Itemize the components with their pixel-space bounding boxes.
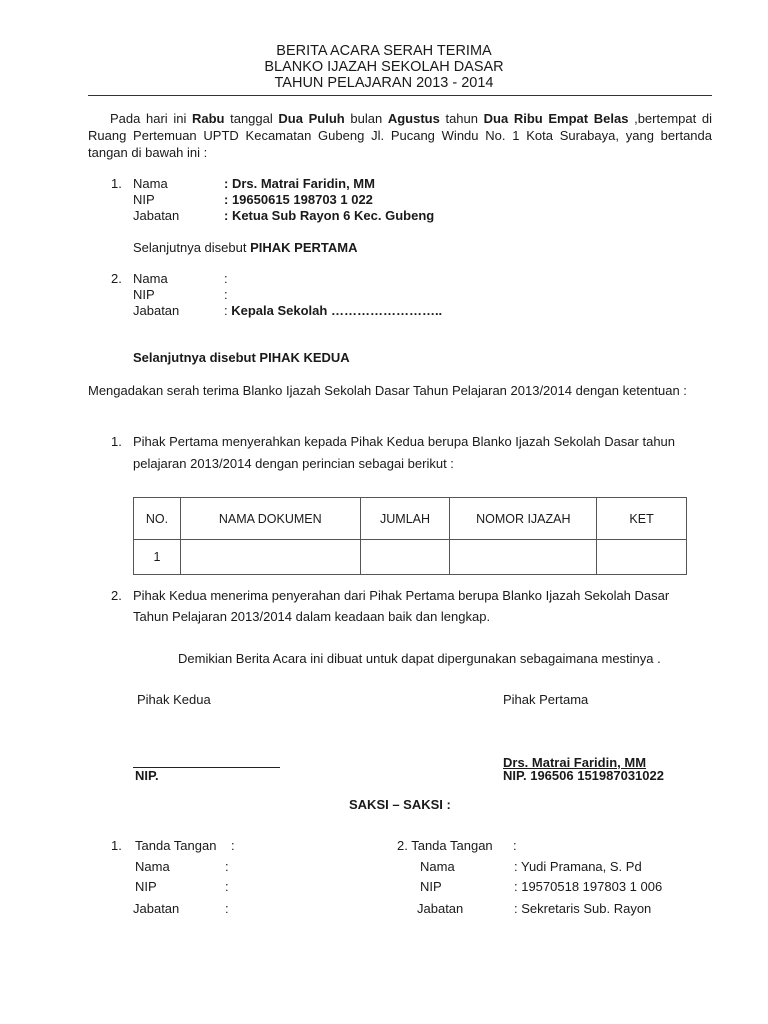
- party2-called: Selanjutnya disebut PIHAK KEDUA: [133, 350, 350, 365]
- term2-line-2: Tahun Pelajaran 2013/2014 dalam keadaan baik dan lengkap.: [133, 609, 491, 624]
- signature-right-label: Pihak Pertama: [503, 692, 589, 707]
- witness2-jabatan-label: Jabatan: [417, 901, 464, 916]
- title-line-2: BLANKO IJAZAH SEKOLAH DASAR: [264, 59, 504, 75]
- party2-jabatan-label: Jabatan: [133, 303, 180, 318]
- party2-nama-label: Nama: [133, 271, 168, 286]
- document-table: [133, 497, 687, 575]
- term2-number: 2.: [111, 588, 122, 603]
- table-header-nama-dokumen: NAMA DOKUMEN: [180, 498, 360, 540]
- party2-jabatan-colon: :: [224, 303, 232, 318]
- table-header-nomor-ijazah: NOMOR IJAZAH: [450, 498, 597, 540]
- witness1-nip-value: :: [225, 879, 229, 894]
- intro-text: Pada hari ini: [110, 111, 192, 126]
- table-header-jumlah: JUMLAH: [360, 498, 450, 540]
- signature-right-nip: NIP. 196506 151987031022: [503, 768, 664, 783]
- party1-nama-label: Nama: [133, 176, 168, 191]
- witness1-tanda-label: Tanda Tangan: [135, 838, 217, 853]
- party2-number: 2.: [111, 271, 122, 286]
- intro-text: ,bertempat di Ruang Pertemuan UPTD Kecamatan Gubeng Jl. Pucang Windu No. 1 Kota Surabaya, yang bertanda tangan di bawah ini :: [88, 111, 712, 160]
- table-cell-nama-dokumen: [180, 540, 360, 575]
- party2-nama-value: :: [224, 271, 228, 286]
- party2-jabatan: [224, 303, 442, 318]
- intro-text: bulan: [344, 111, 388, 126]
- table-cell-no: 1: [134, 540, 181, 575]
- term1-number: 1.: [111, 434, 122, 449]
- witness2-tanda-label: 2. Tanda Tangan: [397, 838, 493, 853]
- party2-nip-label: NIP: [133, 287, 155, 302]
- intro-date: Dua Puluh: [278, 111, 345, 126]
- witness1-jabatan-value: :: [225, 901, 229, 916]
- party2-jabatan-value: Kepala Sekolah ……………………..: [231, 303, 443, 318]
- table-row: [134, 540, 687, 575]
- party1-jabatan-label: Jabatan: [133, 208, 180, 223]
- witness2-tanda-value: :: [513, 838, 517, 853]
- party1-called: [133, 240, 357, 255]
- witness1-nama-value: :: [225, 859, 229, 874]
- witness1-tanda-value: :: [231, 838, 235, 853]
- term1-line-1: Pihak Pertama menyerahkan kepada Pihak Kedua berupa Blanko Ijazah Sekolah Dasar tahun: [133, 434, 676, 449]
- witness2-nip-label: NIP: [420, 879, 442, 894]
- agreement-paragraph: Mengadakan serah terima Blanko Ijazah Sekolah Dasar Tahun Pelajaran 2013/2014 dengan ketentuan :: [88, 383, 687, 398]
- signature-left-nip: NIP.: [135, 768, 159, 783]
- intro-text: tahun: [439, 111, 484, 126]
- witness2-jabatan-value: : Sekretaris Sub. Rayon: [514, 901, 652, 916]
- table-cell-jumlah: [360, 540, 450, 575]
- table-cell-ket: [597, 540, 687, 575]
- party1-called-name: PIHAK PERTAMA: [250, 240, 358, 255]
- table-cell-nomor-ijazah: [450, 540, 597, 575]
- witness1-nip-label: NIP: [135, 879, 157, 894]
- party1-nip-label: NIP: [133, 192, 155, 207]
- term2-line-1: Pihak Kedua menerima penyerahan dari Pihak Pertama berupa Blanko Ijazah Sekolah Dasar: [133, 588, 670, 603]
- intro-paragraph: [88, 110, 712, 161]
- witness1-jabatan-label: Jabatan: [133, 901, 180, 916]
- party1-nama-value: : Drs. Matrai Faridin, MM: [224, 176, 375, 191]
- party1-number: 1.: [111, 176, 122, 191]
- signature-left-label: Pihak Kedua: [137, 692, 211, 707]
- witness1-number: 1.: [111, 838, 122, 853]
- intro-day: Rabu: [191, 111, 225, 126]
- party1-nip-value: : 19650615 198703 1 022: [224, 192, 373, 207]
- party2-nip-value: :: [224, 287, 228, 302]
- intro-text: tanggal: [224, 111, 279, 126]
- title-line-3: TAHUN PELAJARAN 2013 - 2014: [274, 75, 494, 91]
- witness2-nama-value: : Yudi Pramana, S. Pd: [514, 859, 642, 874]
- witness2-nip-value: : 19570518 197803 1 006: [514, 879, 663, 894]
- intro-year: Dua Ribu Empat Belas: [483, 111, 629, 126]
- witness2-nama-label: Nama: [420, 859, 455, 874]
- signature-right-name: Drs. Matrai Faridin, MM: [503, 755, 647, 770]
- title-underline: [88, 95, 712, 96]
- title-line-1: BERITA ACARA SERAH TERIMA: [276, 43, 492, 59]
- table-header-ket: KET: [597, 498, 687, 540]
- term1-line-2: pelajaran 2013/2014 dengan perincian sebagai berikut :: [133, 456, 454, 471]
- party1-called-prefix: Selanjutnya disebut: [133, 240, 251, 255]
- table-header-row: [134, 498, 687, 540]
- witness1-nama-label: Nama: [135, 859, 170, 874]
- witnesses-heading: SAKSI – SAKSI :: [349, 797, 451, 812]
- table-header-no: NO.: [134, 498, 181, 540]
- party1-jabatan-value: : Ketua Sub Rayon 6 Kec. Gubeng: [224, 208, 435, 223]
- intro-month: Agustus: [387, 111, 440, 126]
- closing-statement: Demikian Berita Acara ini dibuat untuk dapat dipergunakan sebagaimana mestinya .: [178, 651, 661, 666]
